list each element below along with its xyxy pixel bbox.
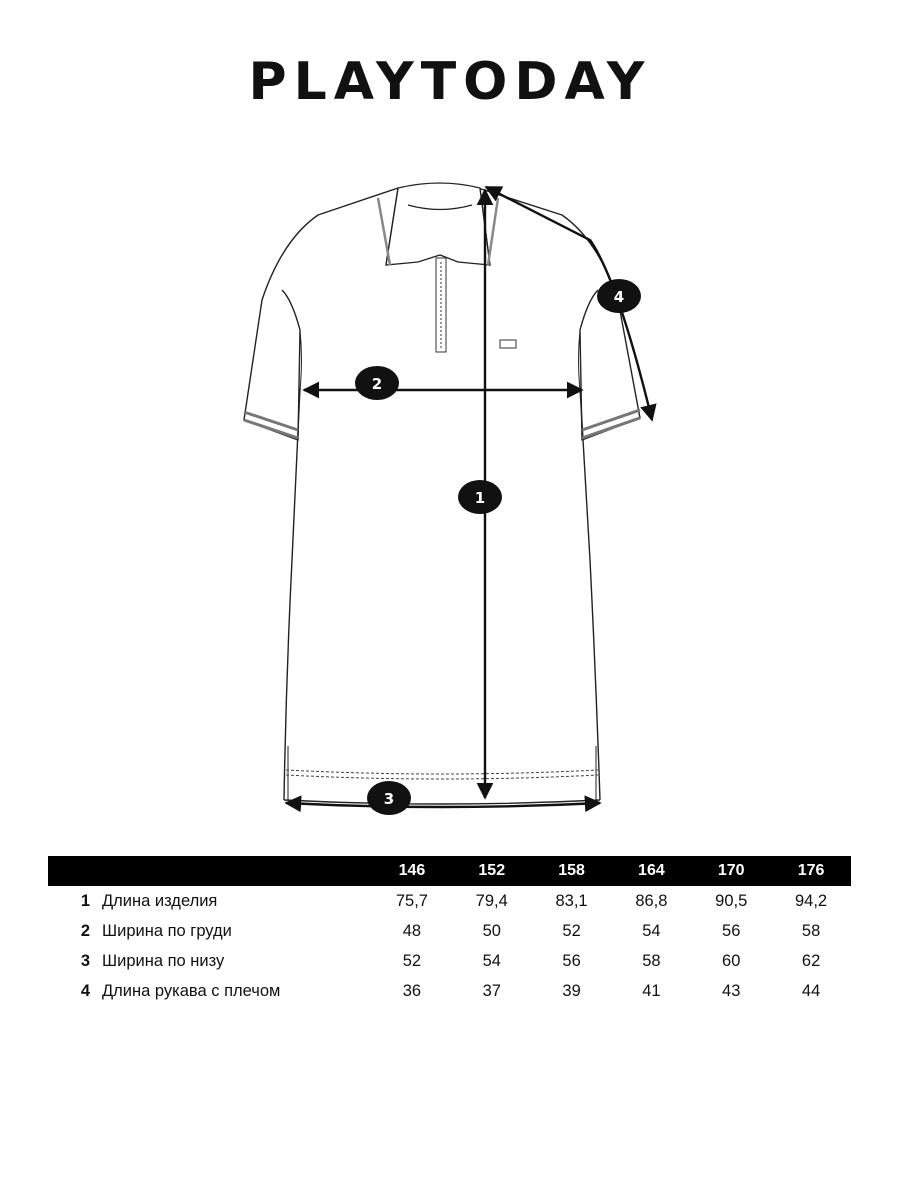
chest-logo-tag [500, 340, 516, 348]
svg-text:4: 4 [613, 288, 625, 306]
row-value: 41 [642, 981, 661, 1000]
row-value: 56 [722, 921, 741, 940]
size-header: 170 [717, 862, 745, 879]
row-value: 58 [801, 921, 821, 940]
row-value: 52 [562, 921, 581, 940]
size-header: 152 [478, 862, 506, 879]
table-row [48, 976, 851, 1006]
row-value: 39 [562, 981, 581, 1000]
badge-length [458, 480, 502, 514]
row-label: Ширина по низу [102, 951, 225, 970]
zip-placket [436, 258, 446, 352]
row-value: 90,5 [715, 891, 748, 910]
row-value: 60 [722, 951, 741, 970]
row-value: 36 [402, 981, 422, 1000]
row-value: 43 [722, 981, 741, 1000]
size-table [48, 856, 851, 1006]
table-row [48, 946, 851, 976]
hem-stitching [286, 770, 598, 779]
row-index: 2 [80, 921, 90, 940]
size-header: 164 [638, 862, 665, 879]
row-index: 3 [80, 951, 90, 970]
garment-sketch [0, 160, 900, 840]
row-index: 1 [80, 891, 90, 910]
table-row [48, 886, 851, 916]
row-value: 52 [402, 951, 422, 970]
svg-text:3: 3 [383, 790, 395, 808]
row-label: Длина рукава с плечом [102, 981, 281, 1000]
row-value: 86,8 [635, 891, 668, 910]
table-row [48, 916, 851, 946]
size-header: 146 [398, 862, 426, 879]
row-value: 94,2 [795, 891, 828, 910]
row-label: Ширина по груди [102, 921, 232, 940]
row-index: 4 [80, 981, 90, 1000]
row-value: 44 [801, 981, 821, 1000]
sleeve-cuffs [244, 410, 640, 438]
row-value: 75,7 [395, 891, 428, 910]
row-label: Длина изделия [102, 891, 218, 910]
badge-sleeve [597, 279, 641, 313]
row-value: 48 [402, 921, 422, 940]
brand-logo: PLAYTODAY [248, 52, 652, 112]
row-value: 56 [562, 951, 581, 970]
badge-hem [367, 781, 411, 815]
row-value: 54 [482, 951, 501, 970]
row-value: 54 [642, 921, 661, 940]
size-header: 176 [797, 862, 825, 879]
size-header: 158 [558, 862, 585, 879]
row-value: 58 [642, 951, 661, 970]
row-value: 62 [801, 951, 821, 970]
svg-text:2: 2 [371, 375, 383, 393]
row-value: 79,4 [475, 891, 508, 910]
badge-chest [355, 366, 399, 400]
size-header-row [48, 856, 851, 886]
row-value: 50 [482, 921, 501, 940]
dress-outline [244, 188, 640, 804]
row-value: 37 [482, 981, 501, 1000]
collar [386, 183, 490, 265]
svg-text:1: 1 [474, 489, 486, 507]
row-value: 83,1 [555, 891, 588, 910]
